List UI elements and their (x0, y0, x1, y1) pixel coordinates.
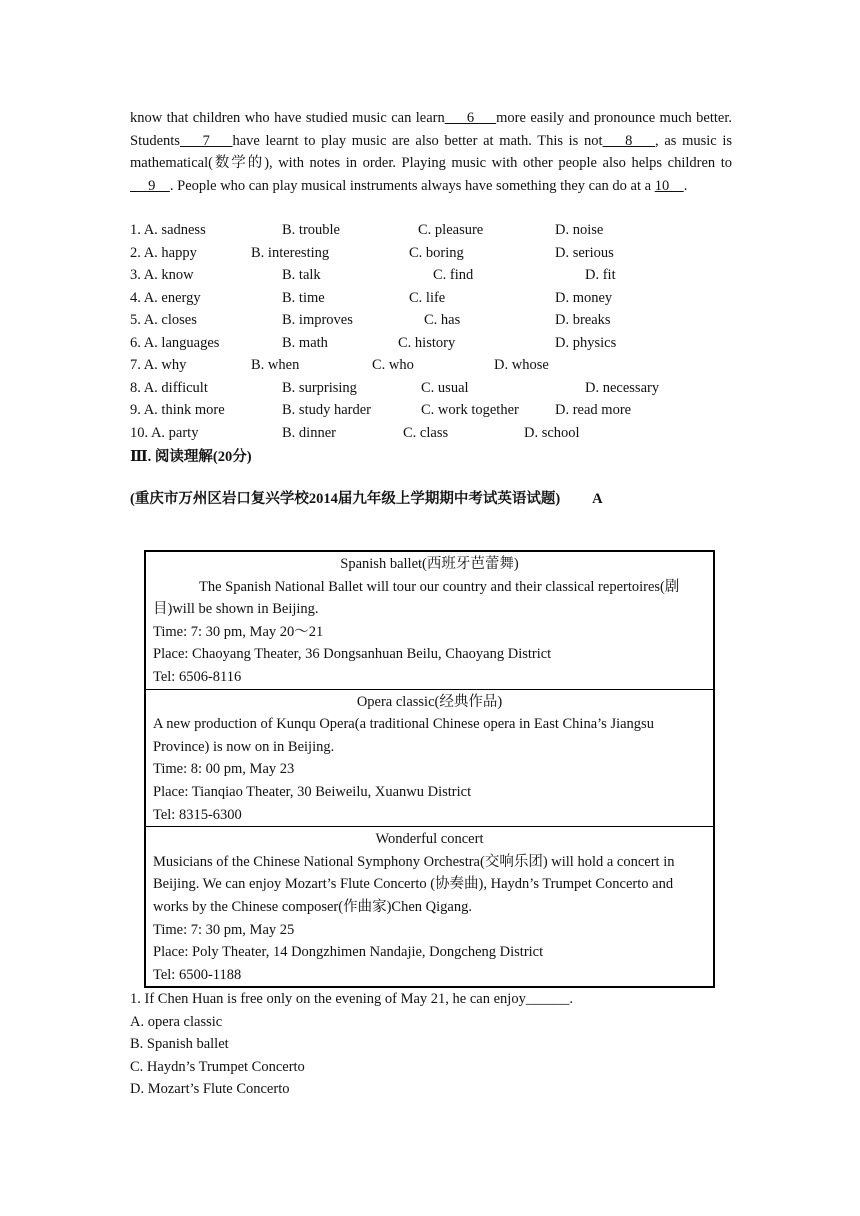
option-b: B. surprising (282, 379, 357, 396)
blank-9: 9 (130, 177, 170, 194)
event-title: Wonderful concert (375, 831, 484, 848)
option-row (130, 399, 750, 422)
event-desc: The Spanish National Ballet will tour our country and their classical repertoires(剧目)will be shown in Beijing. (153, 578, 680, 618)
option-b: B. interesting (251, 244, 330, 261)
option-a: 1. A. sadness (130, 222, 206, 238)
option-d: D. physics (555, 334, 617, 351)
choice-a: A. opera classic (130, 1013, 223, 1030)
choice-b: B. Spanish ballet (130, 1036, 229, 1053)
choice-c: C. Haydn’s Trumpet Concerto (130, 1058, 305, 1075)
cloze-text-2: more easily and pronounce much better. Students (130, 110, 733, 149)
option-c: C. find (433, 267, 474, 283)
option-b: B. math (282, 334, 328, 351)
option-c: C. pleasure (418, 222, 484, 238)
question-stem: 1. If Chen Huan is free only on the evening of May 21, he can enjoy______. (130, 991, 573, 1007)
option-row (130, 354, 750, 377)
event-place: Place: Tianqiao Theater, 30 Beiweilu, Xuanwu District (153, 783, 472, 800)
option-d: D. whose (494, 357, 549, 373)
option-d: D. necessary (585, 379, 660, 396)
cloze-text-1: know that children who have studied music can learn (130, 110, 445, 126)
event-desc: A new production of Kunqu Opera(a traditional Chinese opera in East China’s Jiangsu Province) is now on in Beijing. (153, 716, 654, 755)
event-cell-opera (146, 690, 713, 828)
event-cell-ballet (146, 552, 713, 690)
event-time: Time: 7: 30 pm, May 20～21 (153, 623, 324, 640)
blank-10: 10 (654, 177, 684, 194)
option-b: B. dinner (282, 424, 336, 441)
event-cell-concert (146, 827, 713, 986)
cloze-text-5: . People who can play musical instruments always have something they can do at a (169, 177, 655, 194)
option-b: B. talk (282, 267, 321, 283)
option-c: C. work together (421, 402, 519, 418)
option-b: B. study harder (282, 402, 371, 418)
option-d: D. read more (555, 402, 632, 418)
option-d: D. noise (555, 222, 604, 238)
events-table (144, 550, 715, 988)
option-c: C. life (409, 289, 446, 306)
option-d: D. fit (585, 267, 616, 283)
option-d: D. breaks (555, 312, 611, 328)
option-a: 8. A. difficult (130, 379, 208, 396)
option-b: B. when (251, 357, 300, 373)
option-a: 5. A. closes (130, 312, 197, 328)
choice-d: D. Mozart’s Flute Concerto (130, 1081, 290, 1098)
blank-7: 7 (179, 132, 233, 149)
option-row (130, 219, 750, 242)
source-text: (重庆市万州区岩口复兴学校2014届九年级上学期期中考试英语试题) (130, 491, 561, 507)
option-row (130, 287, 750, 310)
event-title: Opera classic(经典作品) (356, 693, 503, 710)
options-list (130, 219, 750, 444)
blank-8: 8 (602, 132, 656, 149)
option-a: 10. A. party (130, 424, 199, 441)
option-a: 9. A. think more (130, 402, 225, 418)
option-a: 4. A. energy (130, 289, 201, 306)
option-row (130, 377, 750, 400)
option-c: C. boring (409, 244, 464, 261)
event-tel: Tel: 6506-8116 (153, 668, 242, 685)
source-letter: A (592, 491, 603, 507)
event-tel: Tel: 6500-1188 (153, 966, 242, 983)
option-a: 6. A. languages (130, 334, 220, 351)
option-d: D. school (524, 424, 580, 441)
section-title: Ⅲ. 阅读理解(20分) (130, 449, 252, 465)
event-place: Place: Chaoyang Theater, 36 Dongsanhuan Beilu, Chaoyang District (153, 646, 552, 663)
event-time: Time: 8: 00 pm, May 23 (153, 761, 295, 778)
cloze-text-4: , as music is mathematical(数学的), with notes in order. Playing music with other people also helps children to (130, 132, 733, 171)
cloze-text-6: . (683, 177, 688, 194)
option-d: D. serious (555, 244, 614, 261)
blank-6: 6 (444, 110, 497, 126)
option-c: C. usual (421, 379, 469, 396)
option-c: C. class (403, 424, 449, 441)
event-place: Place: Poly Theater, 14 Dongzhimen Nandajie, Dongcheng District (153, 944, 544, 961)
event-time: Time: 7: 30 pm, May 25 (153, 921, 295, 938)
option-row (130, 309, 750, 332)
option-row (130, 242, 750, 265)
question-block (130, 988, 573, 1101)
source-line (130, 487, 603, 508)
option-a: 2. A. happy (130, 244, 197, 261)
option-c: C. who (372, 357, 414, 373)
option-c: C. history (398, 334, 456, 351)
option-row (130, 422, 750, 445)
option-row (130, 332, 750, 355)
cloze-text-3: have learnt to play music are also better at math. This is not (232, 132, 603, 149)
event-title: Spanish ballet(西班牙芭蕾舞) (340, 556, 519, 572)
option-a: 7. A. why (130, 357, 187, 373)
option-a: 3. A. know (130, 267, 194, 283)
option-c: C. has (424, 312, 461, 328)
option-b: B. improves (282, 312, 353, 328)
event-desc: Musicians of the Chinese National Symphony Orchestra(交响乐团) will hold a concert in Beijing. We can enjoy Mozart’s Flute Concerto (协奏曲), Haydn’s Trumpet Concerto and works by the Chinese composer(作曲家)Chen Qigang. (153, 853, 675, 915)
event-tel: Tel: 8315-6300 (153, 806, 242, 823)
cloze-passage (130, 107, 732, 197)
option-d: D. money (555, 289, 613, 306)
option-b: B. trouble (282, 222, 340, 238)
option-b: B. time (282, 289, 325, 306)
option-row (130, 264, 750, 287)
